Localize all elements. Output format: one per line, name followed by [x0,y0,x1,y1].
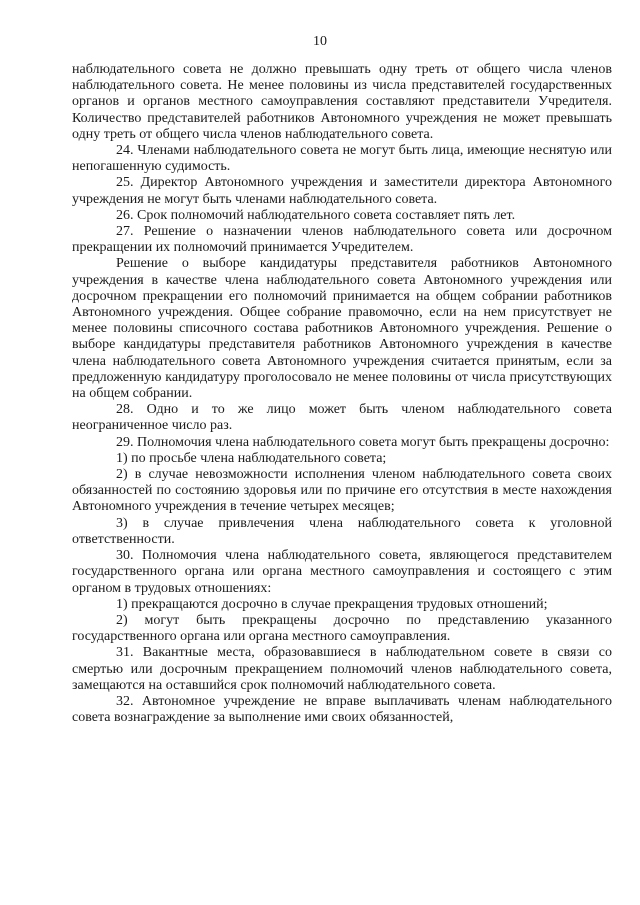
paragraph-25: 25. Директор Автономного учреждения и заместители директора Автономного учреждения не могут быть членами наблюдательного совета. [72,175,612,207]
paragraph-30-item-1: 1) прекращаются досрочно в случае прекращения трудовых отношений; [116,596,548,612]
paragraph-32: 32. Автономное учреждение не вправе выплачивать членам наблюдательного совета вознаграждение за выполнение ими своих обязанностей, [72,693,612,726]
paragraph-29: 29. Полномочия члена наблюдательного совета могут быть прекращены досрочно: [116,434,610,450]
paragraph-29-item-3: 3) в случае привлечения члена наблюдательного совета к уголовной ответственности. [72,515,612,547]
document-body [72,62,612,726]
paragraph-30: 30. Полномочия члена наблюдательного совета, являющегося представителем государственного органа или органа местного самоуправления и состоящего с этим органом в трудовых отношениях: [72,548,612,596]
paragraph-continuation: наблюдательного совета не должно превышать одну треть от общего числа членов наблюдательного совета. Не менее половины из числа представителей государственных органов и органов местного самоуправления составляют представители Учредителя. Количество представителей работников Автономного учреждения не может превышать одну треть от общего числа членов наблюдательного совета. [72,62,612,142]
page-number: 10 [313,34,327,49]
paragraph-27: 27. Решение о назначении членов наблюдательного совета или досрочном прекращении их полномочий принимается Учредителем. [72,224,612,256]
paragraph-31: 31. Вакантные места, образовавшиеся в наблюдательном совете в связи со смертью или досрочным прекращением полномочий членов наблюдательного совета, замещаются на оставшийся срок полномочий наблюдательного совета. [72,645,612,693]
paragraph-24: 24. Членами наблюдательного совета не могут быть лица, имеющие неснятую или непогашенную судимость. [72,143,612,175]
paragraph-30-item-2: 2) могут быть прекращены досрочно по представлению указанного государственного органа или органа местного самоуправления. [72,612,612,645]
paragraph-26: 26. Срок полномочий наблюдательного совета составляет пять лет. [116,207,516,223]
paragraph-27-employee-representative: Решение о выборе кандидатуры представителя работников Автономного учреждения в качестве члена наблюдательного совета Автономного учреждения или досрочном прекращении его полномочий принимается на общем собрании работников Автономного учреждения. Общее собрание правомочно, если на нем присутствует не менее половины списочного состава работников Автономного учреждения. Решение о выборе кандидатуры представителя работников Автономного учреждения в качестве члена наблюдательного совета Автономного учреждения считается принятым, если за предложенную кандидатуру проголосовало не менее половины от числа присутствующих на общем собрании. [72,256,612,402]
paragraph-29-item-1: 1) по просьбе члена наблюдательного совета; [116,450,387,466]
paragraph-29-item-2: 2) в случае невозможности исполнения членом наблюдательного совета своих обязанностей по состоянию здоровья или по причине его отсутствия в месте нахождения Автономного учреждения в течение четырех месяцев; [72,467,612,515]
paragraph-28: 28. Одно и то же лицо может быть членом наблюдательного совета неограниченное число раз. [72,402,612,434]
